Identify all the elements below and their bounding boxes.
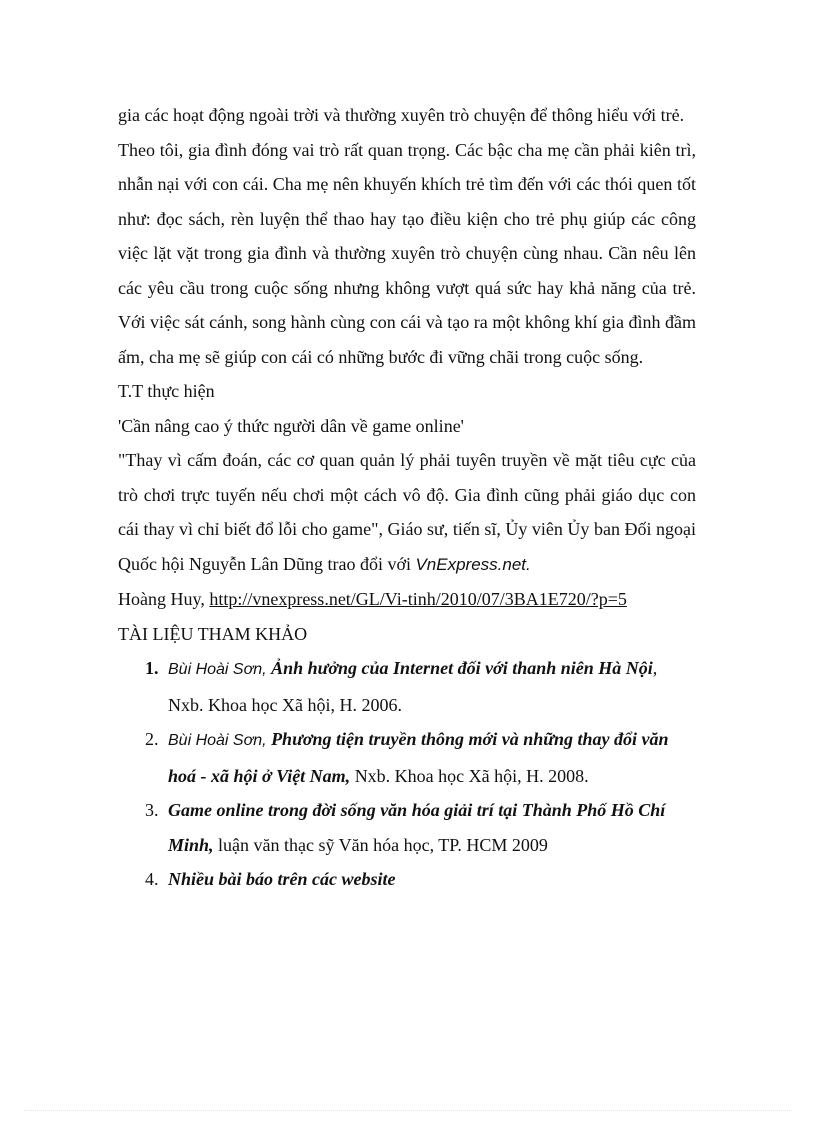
- paragraph-continuation: gia các hoạt động ngoài trời và thường xuyên trò chuyện để thông hiểu với trẻ.: [118, 105, 685, 125]
- reference-details: luận văn thạc sỹ Văn hóa học, TP. HCM 2009: [213, 834, 548, 855]
- reference-number: 2.: [145, 729, 159, 749]
- reference-details: , Nxb. Khoa học Xã hội, H. 2006.: [168, 658, 658, 715]
- document-body: [118, 98, 696, 897]
- reference-number: 4.: [145, 869, 159, 889]
- reference-number: 3.: [145, 800, 159, 820]
- reference-item-3: [118, 793, 696, 862]
- signature: T.T thực hiện: [118, 381, 215, 401]
- quote-paragraph: [118, 443, 696, 582]
- references-list: [118, 651, 696, 897]
- reference-title: Phương tiện truyền thông mới và những thay đổi văn hoá - xã hội ở Việt Nam,: [168, 729, 669, 786]
- quote-source: VnExpress.net.: [415, 554, 531, 574]
- reference-author: Bùi Hoài Sơn,: [168, 732, 272, 749]
- reference-item-4: [118, 862, 696, 897]
- reference-item-2: [118, 722, 696, 793]
- reference-item-1: [118, 651, 696, 722]
- reference-title: Ảnh hưởng của Internet đối với thanh niên Hà Nội: [271, 658, 653, 678]
- article-title: 'Cần nâng cao ý thức người dân về game online': [118, 415, 464, 436]
- reference-author: Bùi Hoài Sơn,: [168, 661, 272, 678]
- page-bottom-divider: [24, 1110, 792, 1111]
- reference-number: 1.: [145, 658, 159, 678]
- source-author: Hoàng Huy,: [118, 589, 210, 609]
- references-heading: TÀI LIỆU THAM KHẢO: [118, 623, 308, 644]
- reference-details: Nxb. Khoa học Xã hội, H. 2008.: [350, 765, 589, 786]
- source-line: [118, 582, 696, 617]
- quote-text: "Thay vì cấm đoán, các cơ quan quản lý phải tuyên truyền về mặt tiêu cực của trò chơi trực tuyến nếu chơi một cách vô độ. Gia đình cũng phải giáo dục con cái thay vì chỉ biết đổ lỗi cho game", Giáo sư, tiến sĩ, Ủy viên Ủy ban Đối ngoại Quốc hội Nguyễn Lân Dũng trao đổi với: [118, 450, 696, 574]
- reference-title: Nhiều bài báo trên các website: [168, 869, 396, 889]
- paragraph-opinion: Theo tôi, gia đình đóng vai trò rất quan trọng. Các bậc cha mẹ cần phải kiên trì, nhẫn nại với con cái. Cha mẹ nên khuyến khích trẻ tìm đến với các thói quen tốt như: đọc sách, rèn luyện thể thao hay tạo điều kiện cho trẻ phụ giúp các công việc lặt vặt trong gia đình và thường xuyên trò chuyện cùng nhau. Cần nêu lên các yêu cầu trong cuộc sống nhưng không vượt quá sức hay khả năng của trẻ. Với việc sát cánh, song hành cùng con cái và tạo ra một không khí gia đình đầm ấm, cha mẹ sẽ giúp con cái có những bước đi vững chãi trong cuộc sống.: [118, 139, 696, 367]
- reference-title: Game online trong đời sống văn hóa giải trí tại Thành Phố Hồ Chí Minh,: [168, 800, 666, 855]
- source-link[interactable]: http://vnexpress.net/GL/Vi-tinh/2010/07/3BA1E720/?p=5: [209, 589, 627, 609]
